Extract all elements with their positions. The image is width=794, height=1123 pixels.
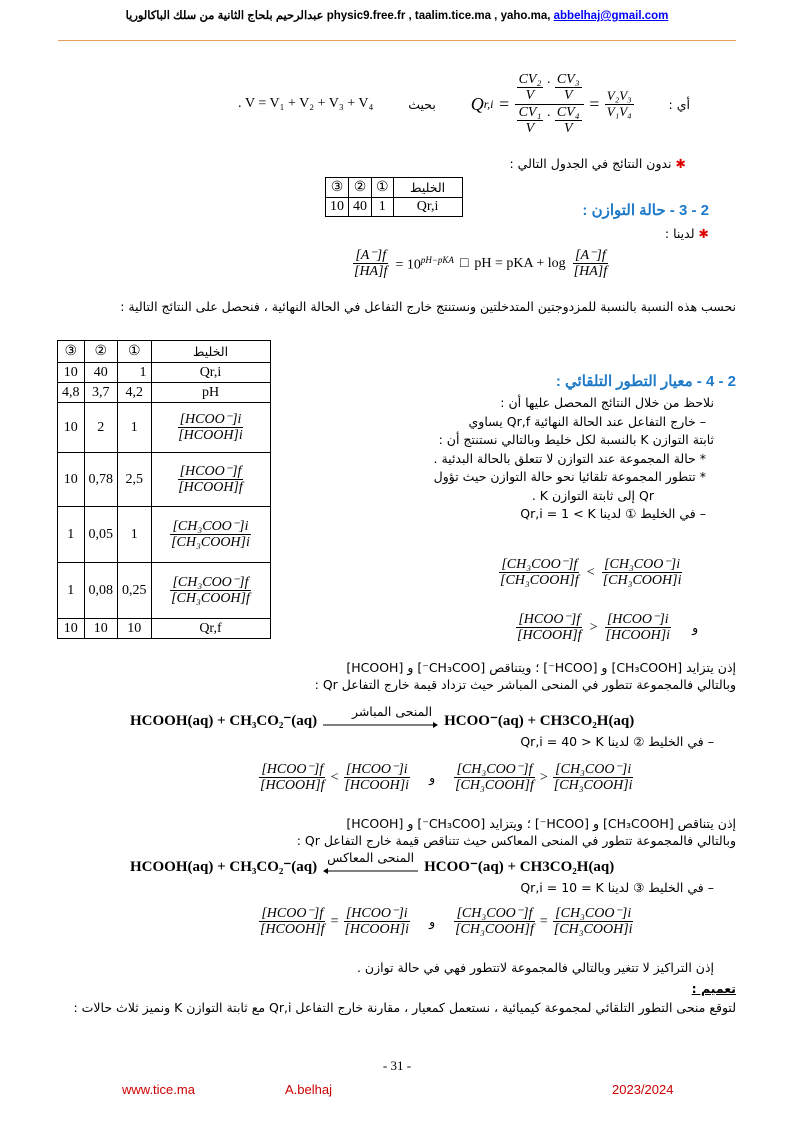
section-heading-criterion: 2 - 4 - معيار التطور التلقائي : bbox=[555, 373, 736, 390]
page-number: - 31 - bbox=[382, 1058, 412, 1073]
case1-hcoo-compare: $\frac{\text{[HCOO⁻]f}}{\text{[HCOOH]f}}$ > $\frac{\text{[HCOO⁻]i}}{\text{[HCOOH]i}}$ و bbox=[517, 612, 699, 644]
case2-line: – في الخليط ② لدينا Qr,i = 40 > K bbox=[520, 734, 714, 749]
table-qri: ③ ② ① الخليط 10 40 1 Qr,i bbox=[325, 177, 463, 217]
star-bullet-icon: ✱ bbox=[675, 156, 686, 171]
case3-line: – في الخليط ③ لدينا Qr,i = 10 = K bbox=[520, 880, 714, 895]
observations: نلاحظ من خلال النتائج المحصل عليها أن : – خارج التفاعل عند الحالة النهائية Qr,f يساوي ثابتة التوازن K بالنسبة لكل خليط وبالتالي نستنتج أن : * حالة المجموعة عند التوازن لا تتعلق بالحالة البدئية . * تتطور المجموعة تلقائيا نحو حالة التوازن حيث تؤول Qr إلى ثابتة التوازن K . – في الخليط ① لدينا Qr,i = 1 < K bbox=[433, 395, 714, 521]
reaction-forward: HCOOH(aq) + CH₃CO₂⁻(aq) المنحى المباشر HCOO⁻(aq) + CH3CO₂H(aq) bbox=[130, 704, 635, 729]
section-heading-equilibrium: 2 - 3 - حالة التوازن : bbox=[582, 202, 709, 219]
footer-author: A.belhaj bbox=[285, 1082, 332, 1097]
case1-conclusion: إذن يتزايد [CH₃COOH] و [HCOO⁻] ؛ ويتناقص [CH₃COO⁻] و [HCOOH] وبالتالي فالمجموعة تتطور في المنحى المباشر حيث تزداد قيمة خارج التفاعل Qr : bbox=[314, 660, 736, 692]
ladayna-line: ✱ لدينا : bbox=[664, 226, 709, 241]
footer-site-link[interactable]: www.tice.ma bbox=[122, 1082, 195, 1097]
qri-big-fraction: $\frac{\text{CV₂}}{V}$ . $\frac{\text{CV₃}}{V}$ $\frac{\text{CV₁}}{V}$ . $\frac{\text{CV₄}}{V}$ bbox=[515, 72, 584, 137]
paragraph-compute: نحسب هذه النسبة بالنسبة للمزدوجتين المتدخلتين ونستنتج خارج التفاعل في الحالة النهائية ، فنحصل على النتائج التالية : bbox=[120, 299, 736, 314]
reverse-arrow-icon: المنحى المعاكس bbox=[323, 854, 418, 876]
reaction-reverse: HCOOH(aq) + CH₃CO₂⁻(aq) المنحى المعاكس HCOO⁻(aq) + CH3CO₂H(aq) bbox=[130, 850, 615, 875]
header-email-link[interactable]: abbelhaj@gmail.com bbox=[553, 10, 669, 22]
case3-compare: $\frac{\text{[HCOO⁻]f}}{\text{[HCOOH]f}}$ = $\frac{\text{[HCOO⁻]i}}{\text{[HCOOH]i}}$ و $\frac{\text{[CH₃COO⁻]f}}{\text{[CH₃COOH]f}}$ = $\frac{\text{[CH₃COO⁻]i}}{\text{[CH₃COOH]i}}$ bbox=[260, 906, 633, 938]
footer-year: 2023/2024 bbox=[612, 1082, 674, 1097]
table-row: 10 0,78 2,5 $\frac{\text{[HCOO⁻]f}}{\text{[HCOOH]f}}$ bbox=[58, 453, 271, 507]
table-results: ③ ② ① الخليط 10 40 1 Qr,i 4,8 3,7 4,2 pH 10 2 1 $\frac{\text{[HCOO⁻]i}}{\text{[HCOOH]i}}$ 10 0,78 2,5 $\frac{\text{[HCOO⁻]f}}{\text{[HCOOH]f}}$ 1 0,05 1 $\frac{\text{[CH₃COO⁻]i}}{\text{[CH₃COOH]i}}$ 1 0,08 0,25 $\frac{\text{[CH₃COO⁻]f}}{\text{[CH₃COOH]f}}$ 10 10 10 Qr,f bbox=[57, 340, 271, 639]
table-row: 1 0,08 0,25 $\frac{\text{[CH₃COO⁻]f}}{\text{[CH₃COOH]f}}$ bbox=[58, 563, 271, 619]
table-row: 10 40 1 Qr,i bbox=[58, 363, 271, 383]
forward-arrow-icon: المنحى المباشر bbox=[323, 708, 438, 730]
formula-qri: V = V₁ + V₂ + V₃ + V₄ . بحيث Q r,i = $\frac{\text{CV₂}}{V}$ . $\frac{\text{CV₃}}{V}$ $\frac{\text{CV₁}}{V}$ . $\frac{\text{CV₄}}{V}$ = $\frac{\text{V₂V₃}}{\text{V₁V₄}}$ أي : bbox=[238, 71, 690, 136]
case3-conclusion: إذن التراكيز لا تتغير وبالتالي فالمجموعة لاتتطور فهي في حالة توازن . bbox=[356, 960, 714, 975]
header-text: عبدالرحيم بلحاج الثانية من سلك الباكالوريا physic9.free.fr , taalim.tice.ma , yaho.ma, bbox=[125, 10, 551, 22]
header-divider bbox=[58, 40, 736, 41]
table-row: 10 2 1 $\frac{\text{[HCOO⁻]i}}{\text{[HCOOH]i}}$ bbox=[58, 403, 271, 453]
page-header bbox=[58, 8, 736, 22]
case2-conclusion: إذن يتناقص [CH₃COOH] و [HCOO⁻] ؛ ويتزايد [CH₃COO⁻] و [HCOOH] وبالتالي فالمجموعة تتطور في المنحى المعاكس حيث تتناقص قيمة خارج التفاعل Qr : bbox=[296, 816, 736, 848]
volume-sum: V = V₁ + V₂ + V₃ + V₄ . bbox=[238, 96, 374, 111]
case2-hcoo-compare: $\frac{\text{[HCOO⁻]f}}{\text{[HCOOH]f}}$ < $\frac{\text{[HCOO⁻]i}}{\text{[HCOOH]i}}$ و $\frac{\text{[CH₃COO⁻]f}}{\text{[CH₃COOH]f}}$ > $\frac{\text{[CH₃COO⁻]i}}{\text{[CH₃COOH]i}}$ bbox=[260, 762, 633, 794]
generalization-title: تعميم : bbox=[691, 981, 736, 996]
table-row: 1 0,05 1 $\frac{\text{[CH₃COO⁻]i}}{\text{[CH₃COOH]i}}$ bbox=[58, 507, 271, 563]
star-bullet-icon: ✱ bbox=[698, 226, 709, 241]
formula-prefix: أي : bbox=[668, 96, 690, 112]
formula-ph: $\frac{[A^-]f}{[HA]f}$ = $10^{pH-pKA}$ □ pH = pKA + log $\frac{[A^-]f}{[HA]f}$ bbox=[354, 248, 608, 280]
generalization-text: لتوقع منحى التطور التلقائي لمجموعة كيميائية ، نستعمل كمعيار ، مقارنة خارج التفاعل Qr,i مع ثابتة التوازن K ونميز ثلاث حالات : bbox=[73, 1000, 736, 1015]
table-row: 10 10 10 Qr,f bbox=[58, 619, 271, 639]
table-row: 4,8 3,7 4,2 pH bbox=[58, 383, 271, 403]
formula-middle-word: بحيث bbox=[408, 96, 436, 112]
case1-ch3-compare: $\frac{\text{[CH₃COO⁻]f}}{\text{[CH₃COOH]f}}$ < $\frac{\text{[CH₃COO⁻]i}}{\text{[CH₃COOH]i}}$ bbox=[500, 557, 682, 589]
note-table: ✱ ندون النتائج في الجدول التالي : bbox=[509, 156, 686, 171]
